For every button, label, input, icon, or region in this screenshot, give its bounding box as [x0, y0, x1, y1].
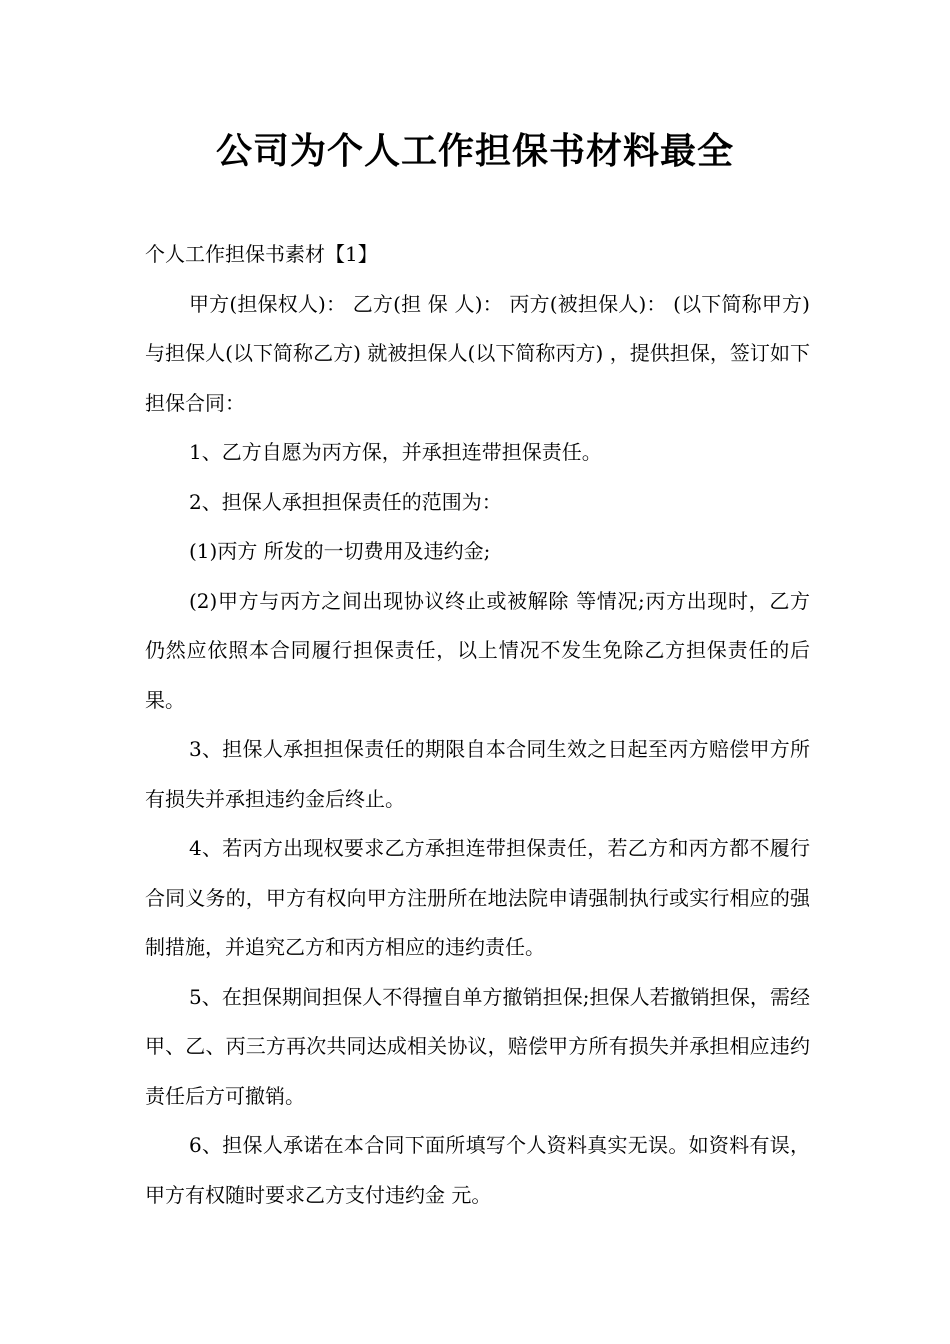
- clause-1: 1、乙方自愿为丙方保，并承担连带担保责任。: [189, 440, 602, 464]
- clause-2: 2、担保人承担担保责任的范围为：: [189, 489, 502, 514]
- document-title: 公司为个人工作担保书材料最全: [215, 131, 734, 172]
- clause-5: 5、在担保期间担保人不得擅自单方撤销担保;担保人若撤销担保，需经甲、乙、丙三方再次共同达成相关协议，赔偿甲方所有损失并承担相应违约责任后方可撤销。: [145, 984, 810, 1108]
- clause-2-item-2: (2)甲方与丙方之间出现协议终止或被解除 等情况;丙方出现时，乙方仍然应依照本合同履行担保责任，以上情况不发生免除乙方担保责任的后果。: [145, 588, 810, 712]
- clause-4: 4、若丙方出现权要求乙方承担连带担保责任，若乙方和丙方都不履行合同义务的，甲方有权向甲方注册所在地法院申请强制执行或实行相应的强制措施，并追究乙方和丙方相应的违约责任。: [145, 836, 810, 959]
- parties-paragraph: 甲方(担保权人)： 乙方(担 保 人)： 丙方(被担保人)： (以下简称甲方)与担保人(以下简称乙方) 就被担保人(以下简称丙方) ，提供担保，签订如下担保合同：: [145, 291, 810, 415]
- section-heading: 个人工作担保书素材【1】: [145, 242, 378, 266]
- clause-3: 3、担保人承担担保责任的期限自本合同生效之日起至丙方赔偿甲方所有损失并承担违约金后终止。: [145, 737, 810, 811]
- clause-6: 6、担保人承诺在本合同下面所填写个人资料真实无误。如资料有误，甲方有权随时要求乙方支付违约金 元。: [145, 1133, 810, 1207]
- clause-2-item-1: (1)丙方 所发的一切费用及违约金;: [189, 539, 491, 563]
- document-body: [145, 230, 810, 1220]
